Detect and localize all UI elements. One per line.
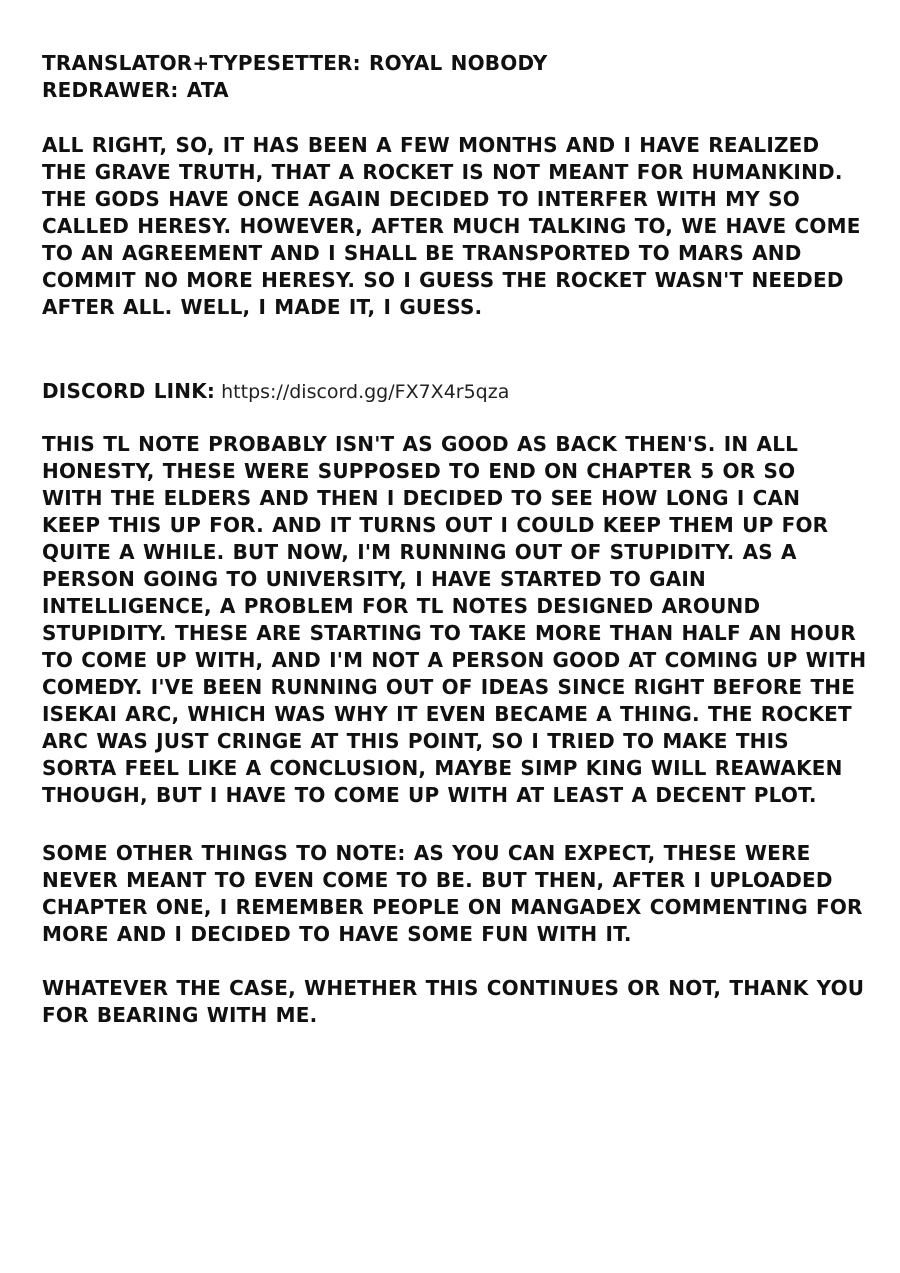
paragraph-line: QUITE A WHILE. BUT NOW, I'M RUNNING OUT OF STUPIDITY. AS A xyxy=(42,540,797,564)
paragraph-line: ALL RIGHT, SO, IT HAS BEEN A FEW MONTHS AND I HAVE REALIZED xyxy=(42,133,820,157)
tl-note-paragraph xyxy=(42,431,872,809)
paragraph-line: KEEP THIS UP FOR. AND IT TURNS OUT I COULD KEEP THEM UP FOR xyxy=(42,513,829,537)
discord-link[interactable]: https://discord.gg/FX7X4r5qza xyxy=(221,381,510,403)
closing-paragraph xyxy=(42,975,872,1029)
paragraph-line: COMMIT NO MORE HERESY. SO I GUESS THE ROCKET WASN'T NEEDED xyxy=(42,268,844,292)
paragraph-line: MORE AND I DECIDED TO HAVE SOME FUN WITH IT. xyxy=(42,922,632,946)
other-notes-paragraph xyxy=(42,840,872,948)
paragraph-line: TO AN AGREEMENT AND I SHALL BE TRANSPORTED TO MARS AND xyxy=(42,241,802,265)
discord-label: DISCORD LINK: xyxy=(42,379,216,403)
paragraph-line: CALLED HERESY. HOWEVER, AFTER MUCH TALKING TO, WE HAVE COME xyxy=(42,214,861,238)
paragraph-line: THIS TL NOTE PROBABLY ISN'T AS GOOD AS BACK THEN'S. IN ALL xyxy=(42,432,799,456)
paragraph-line: NEVER MEANT TO EVEN COME TO BE. BUT THEN, AFTER I UPLOADED xyxy=(42,868,833,892)
paragraph-line: WITH THE ELDERS AND THEN I DECIDED TO SEE HOW LONG I CAN xyxy=(42,486,801,510)
credits-block xyxy=(42,50,872,104)
paragraph-line: ISEKAI ARC, WHICH WAS WHY IT EVEN BECAME A THING. THE ROCKET xyxy=(42,702,852,726)
paragraph-line: THE GRAVE TRUTH, THAT A ROCKET IS NOT MEANT FOR HUMANKIND. xyxy=(42,160,843,184)
paragraph-line: COMEDY. I'VE BEEN RUNNING OUT OF IDEAS SINCE RIGHT BEFORE THE xyxy=(42,675,856,699)
paragraph-line: FOR BEARING WITH ME. xyxy=(42,1003,318,1027)
redrawer-credit: REDRAWER: ATA xyxy=(42,78,229,102)
paragraph-line: STUPIDITY. THESE ARE STARTING TO TAKE MORE THAN HALF AN HOUR xyxy=(42,621,856,645)
discord-line xyxy=(42,378,872,406)
paragraph-line: AFTER ALL. WELL, I MADE IT, I GUESS. xyxy=(42,295,483,319)
paragraph-line: WHATEVER THE CASE, WHETHER THIS CONTINUES OR NOT, THANK YOU xyxy=(42,976,865,1000)
paragraph-line: THE GODS HAVE ONCE AGAIN DECIDED TO INTERFER WITH MY SO xyxy=(42,187,800,211)
paragraph-line: SORTA FEEL LIKE A CONCLUSION, MAYBE SIMP KING WILL REAWAKEN xyxy=(42,756,843,780)
rocket-paragraph xyxy=(42,132,872,321)
paragraph-line: ARC WAS JUST CRINGE AT THIS POINT, SO I TRIED TO MAKE THIS xyxy=(42,729,789,753)
translator-credit: TRANSLATOR+TYPESETTER: ROYAL NOBODY xyxy=(42,51,548,75)
paragraph-line: THOUGH, BUT I HAVE TO COME UP WITH AT LEAST A DECENT PLOT. xyxy=(42,783,817,807)
paragraph-line: INTELLIGENCE, A PROBLEM FOR TL NOTES DESIGNED AROUND xyxy=(42,594,761,618)
paragraph-line: PERSON GOING TO UNIVERSITY, I HAVE STARTED TO GAIN xyxy=(42,567,706,591)
paragraph-line: SOME OTHER THINGS TO NOTE: AS YOU CAN EXPECT, THESE WERE xyxy=(42,841,811,865)
paragraph-line: CHAPTER ONE, I REMEMBER PEOPLE ON MANGADEX COMMENTING FOR xyxy=(42,895,863,919)
paragraph-line: TO COME UP WITH, AND I'M NOT A PERSON GOOD AT COMING UP WITH xyxy=(42,648,867,672)
paragraph-line: HONESTY, THESE WERE SUPPOSED TO END ON CHAPTER 5 OR SO xyxy=(42,459,796,483)
